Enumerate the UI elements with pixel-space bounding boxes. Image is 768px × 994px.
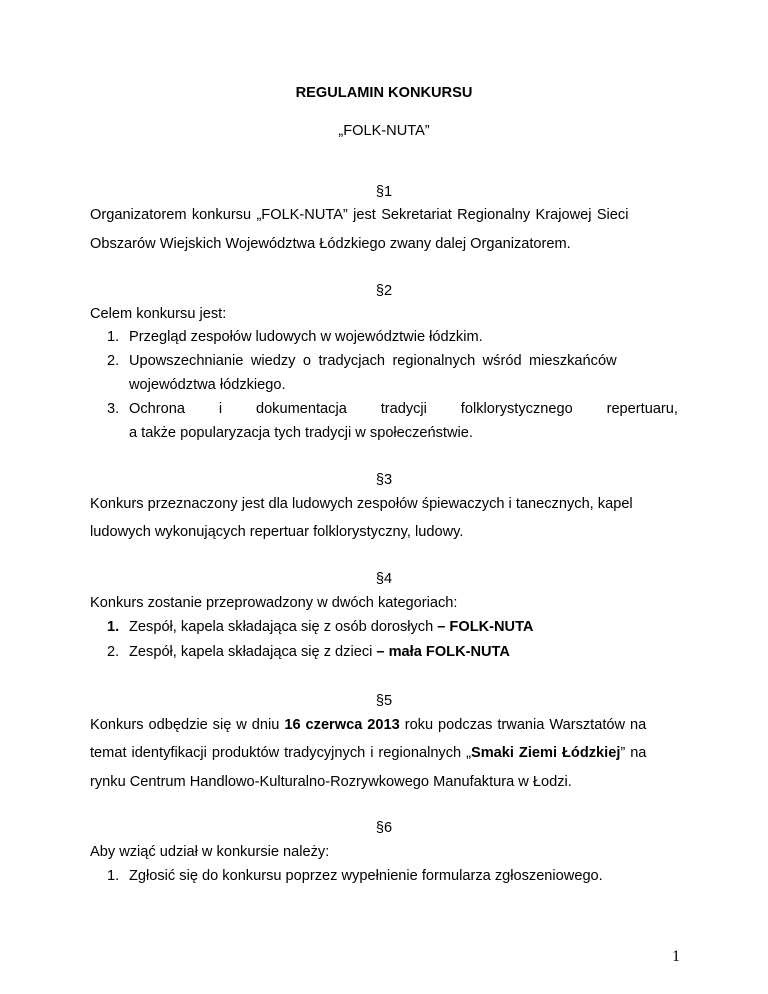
section-2-item-1 xyxy=(107,328,483,346)
section-6-heading: §6 xyxy=(375,820,393,836)
list-item-text: Przegląd zespołów ludowych w województwie łódzkim. xyxy=(129,329,483,345)
section-2-item-2-cont: województwa łódzkiego. xyxy=(129,377,286,393)
list-number: 1. xyxy=(107,619,120,635)
section-3-line-2: ludowych wykonujących repertuar folklorystyczny, ludowy. xyxy=(90,524,464,540)
list-number: 1. xyxy=(107,329,120,345)
section-2-heading: §2 xyxy=(375,283,393,299)
section-3-line-1: Konkurs przeznaczony jest dla ludowych zespołów śpiewaczych i tanecznych, kapel xyxy=(90,496,633,512)
section-2-intro: Celem konkursu jest: xyxy=(90,306,227,322)
section-2-item-3-words xyxy=(129,400,678,418)
section-4-intro: Konkurs zostanie przeprowadzony w dwóch kategoriach: xyxy=(90,595,458,611)
document-subtitle: „FOLK-NUTA” xyxy=(338,123,430,139)
text: ” na xyxy=(620,745,647,761)
list-item-text: Zespół, kapela składająca się z dzieci xyxy=(129,644,373,660)
section-6-intro: Aby wziąć udział w konkursie należy: xyxy=(90,844,330,860)
word: folklorystycznego xyxy=(460,401,573,417)
section-4-heading: §4 xyxy=(375,571,393,587)
section-1-line-1 xyxy=(90,206,678,224)
list-number: 2. xyxy=(107,644,120,660)
section-1-heading: §1 xyxy=(375,184,393,200)
section-4-item-2 xyxy=(107,643,510,661)
section-1-line-1-text: Organizatorem konkursu „FOLK-NUTA” jest Sekretariat Regionalny Krajowej Sieci xyxy=(90,207,629,223)
event-name-bold: Smaki Ziemi Łódzkiej xyxy=(470,745,621,761)
word: tradycji xyxy=(380,401,427,417)
list-item-text: Upowszechnianie wiedzy o tradycjach regionalnych wśród mieszkańców xyxy=(129,353,617,369)
date-bold: 16 czerwca 2013 xyxy=(284,717,400,733)
section-5-heading: §5 xyxy=(375,693,393,709)
list-item-text: Zespół, kapela składająca się z osób dorosłych xyxy=(129,619,434,635)
section-4-item-1 xyxy=(107,618,533,636)
text: Konkurs odbędzie się w dniu xyxy=(90,717,285,733)
section-2-item-3-cont: a także popularyzacja tych tradycji w społeczeństwie. xyxy=(129,425,473,441)
list-number: 3. xyxy=(107,401,120,417)
word: Ochrona xyxy=(129,401,185,417)
list-item-text: Zgłosić się do konkursu poprzez wypełnienie formularza zgłoszeniowego. xyxy=(129,868,603,884)
word: i xyxy=(218,401,223,417)
section-3-heading: §3 xyxy=(375,472,393,488)
page-number: 1 xyxy=(672,948,680,965)
word: dokumentacja xyxy=(255,401,347,417)
section-6-item-1 xyxy=(107,867,603,885)
section-1-line-2: Obszarów Wiejskich Województwa Łódzkiego zwany dalej Organizatorem. xyxy=(90,236,571,252)
word: repertuaru, xyxy=(606,401,678,417)
list-item-bold: – FOLK-NUTA xyxy=(433,619,534,635)
text: roku podczas trwania Warsztatów na xyxy=(399,717,647,733)
list-number: 1. xyxy=(107,868,120,884)
list-number: 2. xyxy=(107,353,120,369)
section-5-line-1 xyxy=(90,716,678,734)
section-2-item-3 xyxy=(107,400,678,418)
section-5-line-3: rynku Centrum Handlowo-Kulturalno-Rozrywkowego Manufaktura w Łodzi. xyxy=(90,774,572,790)
document-title: REGULAMIN KONKURSU xyxy=(295,85,473,101)
list-item-bold: – mała FOLK-NUTA xyxy=(372,644,510,660)
text: temat identyfikacji produktów tradycyjnych i regionalnych „ xyxy=(90,745,471,761)
section-5-line-2 xyxy=(90,744,678,762)
section-2-item-2 xyxy=(107,352,678,370)
